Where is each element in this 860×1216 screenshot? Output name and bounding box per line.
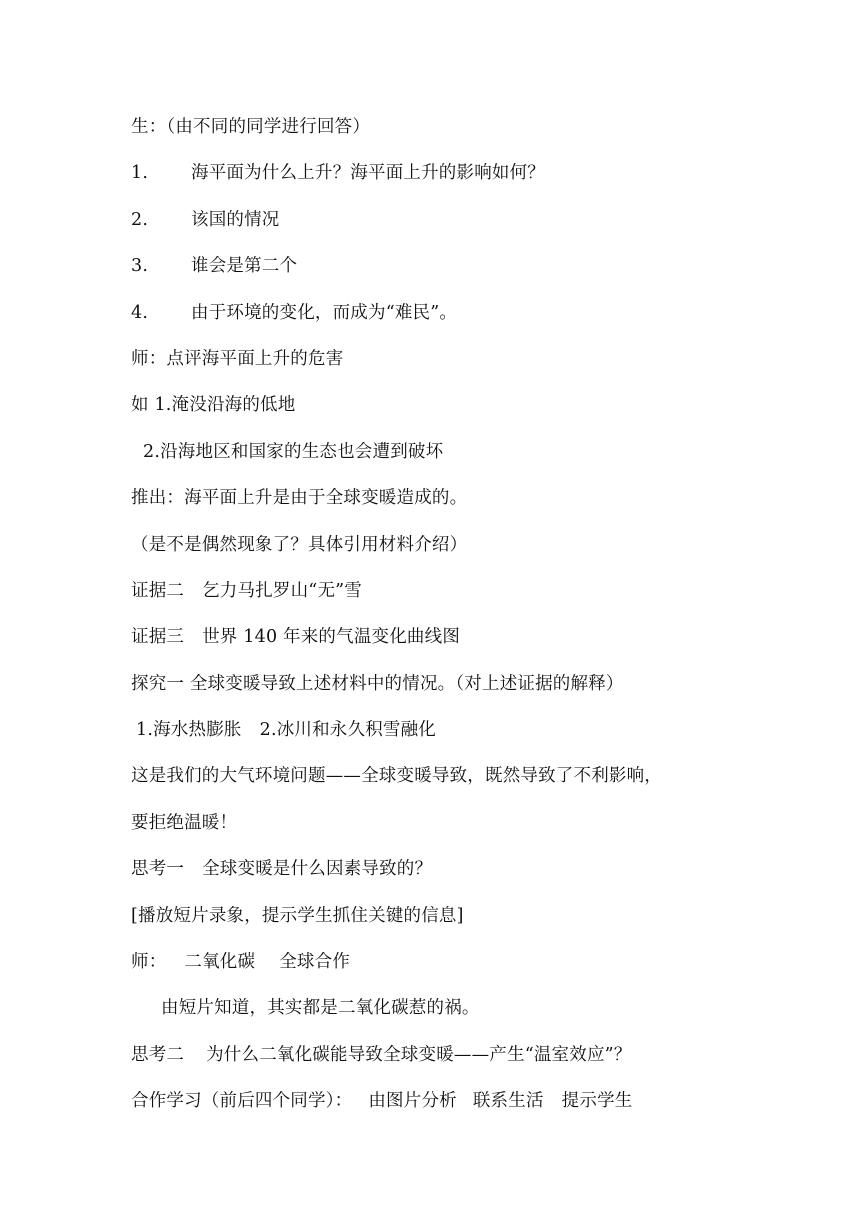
text-line: 2.沿海地区和国家的生态也会遭到破坏 [143,441,444,462]
evidence-text: 世界 140 年来的气温变化曲线图 [202,627,461,648]
paragraph-line [131,993,741,1039]
example-line [131,437,741,483]
list-number: 3. [131,256,149,277]
list-text: 由于环境的变化，而成为“难民”。 [191,302,458,323]
evidence-line [131,622,741,668]
question-label: 思考二 [131,1044,185,1065]
evidence-text: 乞力马扎罗山“无”雪 [202,580,363,601]
question-line [131,1040,741,1086]
text-line: 生：（由不同的同学进行回答） [131,117,371,137]
text-line: 推出：海平面上升是由于全球变暖造成的。 [131,488,468,509]
text-line: 合作学习（前后四个同学）： [131,1091,353,1112]
evidence-label: 证据三 [131,627,185,648]
teacher-keywords [131,947,741,993]
question-text: 为什么二氧化碳能导致全球变暖——产生“温室效应”？ [206,1044,632,1065]
inquiry-line [131,669,741,715]
list-number: 4. [131,302,149,323]
text-line: （是不是偶然现象了？具体引用材料介绍） [131,534,468,555]
question-label: 思考一 [131,859,185,880]
cause-line [131,715,741,761]
note-line [131,530,741,576]
list-item [131,298,741,344]
list-item [131,158,741,204]
list-number: 1. [131,163,149,184]
paragraph-line [131,808,741,854]
list-text: 谁会是第二个 [191,256,298,277]
question-text: 全球变暖是什么因素导致的？ [202,859,433,880]
cooperative-learning-line [131,1086,741,1132]
student-answer-intro [131,112,741,158]
evidence-label: 证据二 [131,580,185,601]
text-line: 提示学生 [561,1091,633,1112]
text-line: 2.冰川和永久积雪融化 [259,720,437,741]
list-text: 该国的情况 [191,209,280,230]
speaker-label: 师： [131,952,167,973]
text-line: 要拒绝温暖！ [131,812,238,833]
teacher-comment [131,344,741,390]
text-line: [播放短片录象，提示学生抓住关键的信息] [131,905,464,926]
paragraph-line [131,761,741,807]
text-line: 1.海水热膨胀 [136,720,242,741]
list-item [131,205,741,251]
text-line: 师：点评海平面上升的危害 [131,348,344,369]
keyword: 二氧化碳 [184,952,256,973]
text-line: 由图片分析 [368,1091,457,1112]
list-text: 海平面为什么上升？海平面上升的影响如何？ [191,163,545,184]
text-line: 探究一 全球变暖导致上述材料中的情况。（对上述证据的解释） [131,673,624,694]
text-line: 如 1.淹没沿海的低地 [131,395,296,416]
text-line: 联系生活 [472,1091,544,1112]
list-number: 2. [131,209,149,230]
conclusion-line [131,483,741,529]
instruction-line [131,901,741,947]
text-line: 这是我们的大气环境问题——全球变暖导致，既然导致了不利影响， [131,766,662,787]
list-item [131,251,741,297]
keyword: 全球合作 [279,952,351,973]
evidence-line [131,576,741,622]
question-line [131,854,741,900]
text-line: 由短片知道，其实都是二氧化碳惹的祸。 [161,998,480,1019]
document-body [131,112,741,1133]
example-line [131,390,741,436]
